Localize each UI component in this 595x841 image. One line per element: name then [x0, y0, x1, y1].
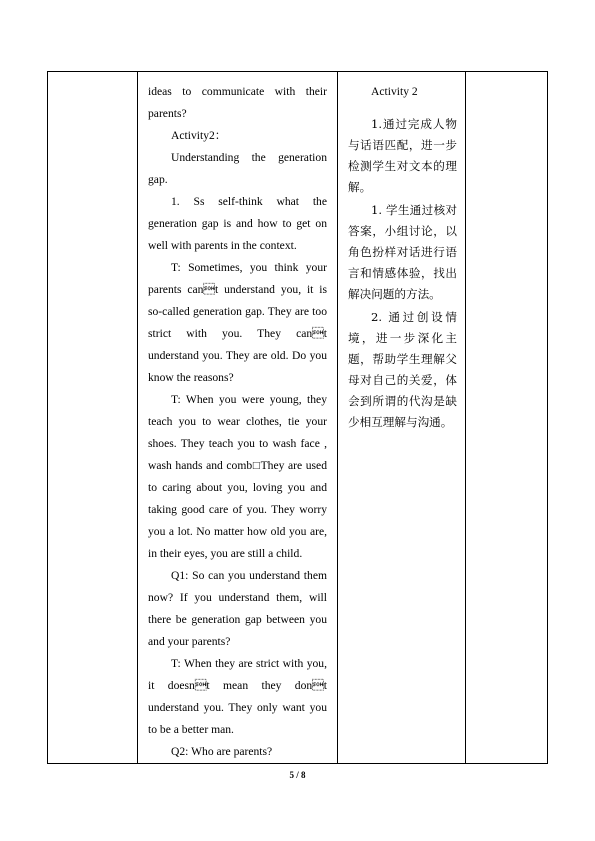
page-number: 5 / 8 — [289, 770, 306, 780]
design-intent-cell — [338, 72, 466, 764]
text-paragraph: Q2: Who are parents? — [171, 745, 273, 758]
activity-heading: Activity2： — [171, 129, 227, 142]
text-paragraph: 1.通过完成人物与话语匹配，进一步检测学生对文本的理解。 — [348, 117, 457, 194]
text-paragraph: 1. Ss self-think what the generation gap is and how to get on well with parents in the context. — [148, 195, 327, 252]
text-paragraph: T: When they are strict with you, it doesnt mean they dont understand you. They only want you to be a better man. — [148, 657, 327, 736]
text-paragraph: Q1: So can you understand them now? If you understand them, will there be generation gap between you and your parents? — [148, 569, 327, 648]
text-paragraph: 1. 学生通过核对答案，小组讨论，以角色扮样对话进行语言和情感体验，找出解决问题的方法。 — [348, 203, 457, 301]
text-paragraph: T: When you were young, they teach you to wear clothes, tie your shoes. They teach you to wash face , wash hands and comb□They are used to caring about you, loving you and taking good care of you. They worry you a lot. No matter how old you are, in their eyes, you are still a child. — [148, 393, 327, 560]
text-paragraph: T: Sometimes, you think your parents cant understand you, it is so-called generation gap. They are too strict with you. They cant understand you. They are old. Do you know the reasons? — [148, 261, 327, 384]
text-paragraph: Understanding the generation gap. — [148, 151, 327, 186]
table-cell-empty-left — [48, 72, 138, 764]
text-paragraph: ideas to communicate with their parents? — [148, 85, 327, 120]
activity-heading: Activity 2 — [371, 85, 418, 98]
teaching-procedure-cell — [138, 72, 338, 764]
text-paragraph: 2. 通过创设情境，进一步深化主题，帮助学生理解父母对自己的关爱，体会到所谓的代沟是缺少相互理解与沟通。 — [348, 310, 457, 429]
lesson-plan-table — [47, 71, 548, 764]
table-cell-empty-right — [466, 72, 548, 764]
table-row — [48, 72, 548, 764]
